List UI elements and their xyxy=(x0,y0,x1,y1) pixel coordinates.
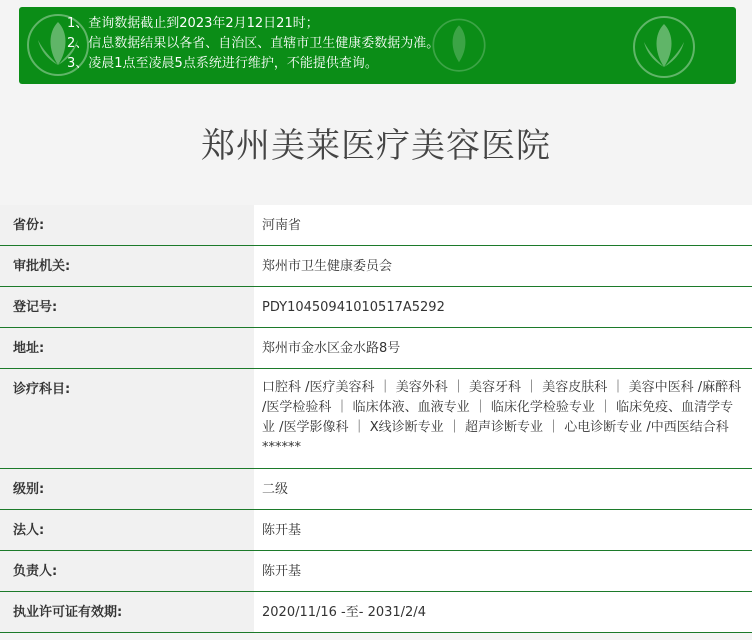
hospital-info-table xyxy=(0,205,752,633)
notice-line: 1、查询数据截止到2023年2月12日21时； xyxy=(67,16,319,31)
info-row-person-in-charge xyxy=(0,551,752,592)
hospital-title: 郑州美莱医疗美容医院 xyxy=(201,126,551,166)
field-label: 登记号: xyxy=(0,287,254,327)
info-row-approval-authority xyxy=(0,246,752,287)
field-label: 级别: xyxy=(0,469,254,509)
field-value: 河南省 xyxy=(254,205,752,245)
field-value: 陈开基 xyxy=(254,510,752,550)
field-value: 郑州市卫生健康委员会 xyxy=(254,246,752,286)
field-value: 陈开基 xyxy=(254,551,752,591)
info-row-legal-person xyxy=(0,510,752,551)
info-row-address xyxy=(0,328,752,369)
notice-line: 2、信息数据结果以各省、自治区、直辖市卫生健康委数据为准。 xyxy=(67,36,440,51)
field-label: 执业许可证有效期: xyxy=(0,592,254,632)
field-value: PDY10450941010517A5292 xyxy=(254,287,752,327)
field-label: 审批机关: xyxy=(0,246,254,286)
field-label: 省份: xyxy=(0,205,254,245)
field-label: 诊疗科目: xyxy=(0,369,254,468)
info-row-departments xyxy=(0,369,752,469)
field-value: 口腔科 /医疗美容科 ｜ 美容外科 ｜ 美容牙科 ｜ 美容皮肤科 ｜ 美容中医科 /麻醉科 /医学检验科 ｜ 临床体液、血液专业 ｜ 临床化学检验专业 ｜ 临床免疫、血清学专业 /医学影像科 ｜ X线诊断专业 ｜ 超声诊断专业 ｜ 心电诊断专业 /中西医结合科****** xyxy=(254,369,752,468)
field-label: 法人: xyxy=(0,510,254,550)
notice-line: 3、凌晨1点至凌晨5点系统进行维护，不能提供查询。 xyxy=(67,56,378,71)
info-row-province xyxy=(0,205,752,246)
field-value: 郑州市金水区金水路8号 xyxy=(254,328,752,368)
notice-banner xyxy=(19,7,736,84)
field-label: 地址: xyxy=(0,328,254,368)
field-value: 2020/11/16 -至- 2031/2/4 xyxy=(254,592,752,632)
field-value: 二级 xyxy=(254,469,752,509)
info-row-registration-number xyxy=(0,287,752,328)
info-row-level xyxy=(0,469,752,510)
info-row-license-validity xyxy=(0,592,752,633)
field-label: 负责人: xyxy=(0,551,254,591)
